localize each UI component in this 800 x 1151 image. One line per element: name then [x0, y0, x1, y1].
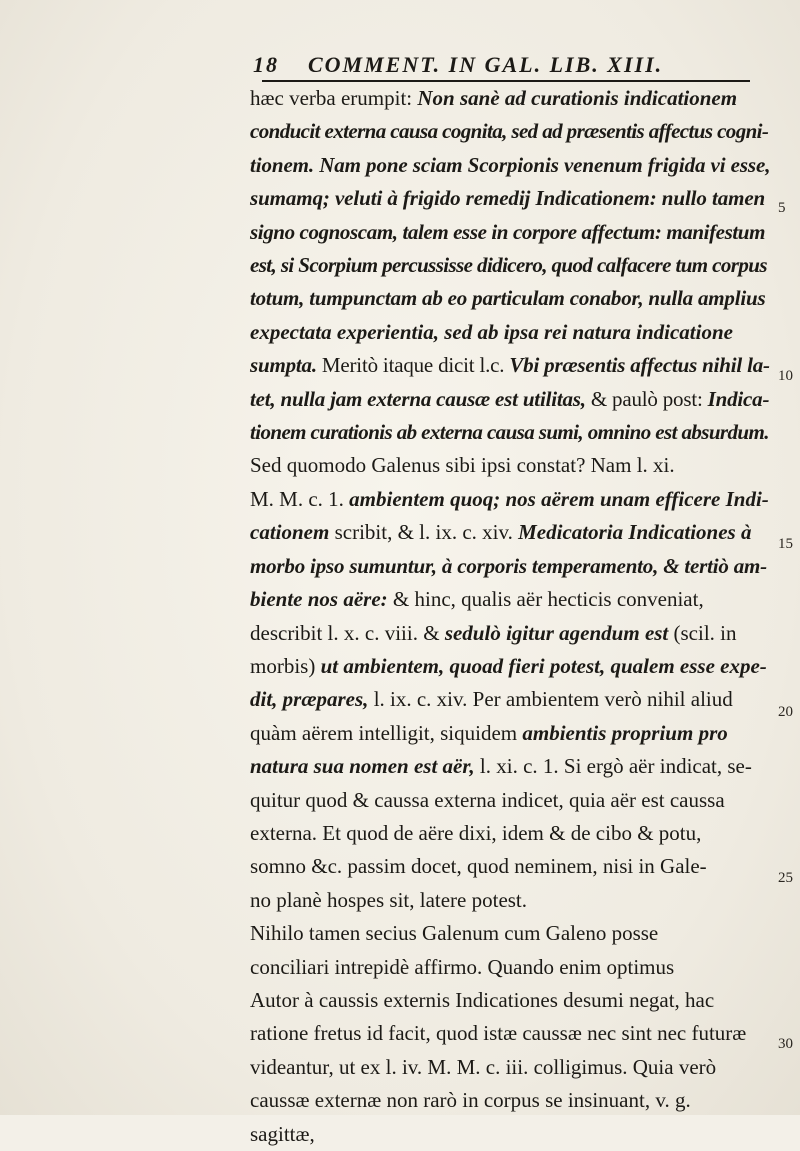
margin-line-number: 15	[778, 536, 793, 552]
body-text	[250, 82, 770, 1151]
text-run: sagittæ,	[250, 1121, 315, 1146]
text-line	[250, 1118, 770, 1151]
text-line	[250, 1017, 770, 1050]
text-line	[250, 282, 770, 315]
text-run: externa. Et quod de aëre dixi, idem & de cibo & potu,	[250, 820, 702, 845]
italic-run: Medicatoria Indicationes à	[518, 520, 752, 545]
text-run: Nihilo tamen secius Galenum cum Galeno posse	[250, 921, 659, 946]
text-run: (scil. in	[668, 620, 737, 645]
text-line	[250, 984, 770, 1017]
italic-run: tionem curationis ab externa causa sumi, omnino est absurdum.	[250, 420, 769, 445]
text-run: l. ix. c. xiv. Per ambientem verò nihil aliud	[368, 687, 733, 712]
text-run: videantur, ut ex l. iv. M. M. c. iii. colligimus. Quia verò	[250, 1054, 717, 1079]
italic-run: natura sua nomen est aër,	[250, 754, 475, 779]
text-line	[250, 82, 770, 115]
margin-line-number: 20	[778, 704, 793, 720]
text-run: ratione fretus id facit, quod istæ caussæ nec sint nec futuræ	[250, 1021, 747, 1046]
text-run: describit l. x. c. viii. &	[250, 620, 445, 645]
text-line	[250, 583, 770, 616]
text-line	[250, 216, 770, 249]
text-line	[250, 650, 770, 683]
text-run: Meritò itaque dicit l.c.	[316, 353, 510, 378]
text-line	[250, 951, 770, 984]
italic-run: cationem	[250, 520, 330, 545]
text-run: & paulò post:	[585, 386, 708, 411]
italic-run: ambientis proprium pro	[522, 720, 728, 745]
text-line	[250, 1084, 770, 1117]
text-line	[250, 850, 770, 883]
text-run: quitur quod & caussa externa indicet, quia aër est caussa	[250, 787, 725, 812]
text-line	[250, 349, 770, 382]
text-run: morbis)	[250, 653, 321, 678]
text-run: quàm aërem intelligit, siquidem	[250, 720, 523, 745]
italic-run: Vbi præsentis affectus nihil la-	[509, 353, 770, 378]
italic-run: ut ambientem, quoad fieri potest, qualem esse expe-	[320, 653, 767, 678]
text-run: l. xi. c. 1. Si ergò aër indicat, se-	[474, 754, 752, 779]
text-line	[250, 249, 770, 282]
italic-run: Indica-	[707, 386, 770, 411]
text-run: M. M. c. 1.	[250, 486, 350, 511]
text-line	[250, 817, 770, 850]
italic-run: sumamq; veluti à frigido remedij Indicationem: nullo tamen	[250, 186, 766, 211]
text-run: caussæ externæ non rarò in corpus se insinuant, v. g.	[250, 1088, 691, 1113]
italic-run: sumpta.	[250, 353, 317, 378]
text-run: no planè hospes sit, latere potest.	[250, 887, 528, 912]
text-line	[250, 449, 770, 482]
italic-run: signo cognoscam, talem esse in corpore affectum: manifestum	[250, 219, 765, 244]
text-run: & hinc, qualis aër hecticis conveniat,	[387, 587, 704, 612]
text-line	[250, 717, 770, 750]
text-run: conciliari intrepidè affirmo. Quando enim optimus	[250, 954, 675, 979]
italic-run: tet, nulla jam externa causæ est utilitas,	[250, 386, 586, 411]
margin-line-number: 30	[778, 1036, 793, 1052]
text-line	[250, 550, 770, 583]
text-line	[250, 683, 770, 716]
italic-run: tionem. Nam pone sciam Scorpionis venenum frigida vi esse,	[250, 152, 771, 177]
italic-run: est, si Scorpium percussisse didicero, quod calfacere tum corpus	[250, 253, 767, 278]
text-line	[250, 483, 770, 516]
italic-run: dit, præpares,	[250, 687, 369, 712]
text-line	[250, 383, 770, 416]
page-number: 18	[253, 52, 279, 77]
text-run: somno &c. passim docet, quod neminem, nisi in Gale-	[250, 854, 707, 879]
text-run: scribit, & l. ix. c. xiv.	[329, 520, 519, 545]
text-line	[250, 617, 770, 650]
text-line	[250, 149, 770, 182]
text-line	[250, 516, 770, 549]
italic-run: totum, tumpunctam ab eo particulam conabor, nulla amplius	[250, 286, 766, 311]
italic-run: biente nos aëre:	[250, 587, 388, 612]
text-run: Autor à caussis externis Indicationes desumi negat, hac	[250, 987, 715, 1012]
text-line	[250, 1051, 770, 1084]
text-line	[250, 115, 770, 148]
margin-line-number: 25	[778, 870, 793, 886]
text-line	[250, 182, 770, 215]
running-title: COMMENT. IN GAL. LIB. XIII.	[308, 52, 664, 77]
text-line	[250, 784, 770, 817]
italic-run: morbo ipso sumuntur, à corporis temperamento, & tertiò am-	[250, 553, 767, 578]
italic-run: sedulò igitur agendum est	[444, 620, 669, 645]
italic-run: Non sanè ad curationis indicationem	[417, 86, 738, 110]
margin-line-number: 5	[778, 200, 786, 216]
text-run: hæc verba erumpit:	[250, 86, 418, 110]
text-line	[250, 884, 770, 917]
text-line	[250, 416, 770, 449]
text-run: Sed quomodo Galenus sibi ipsi constat? Nam l. xi.	[250, 453, 675, 478]
text-line	[250, 750, 770, 783]
margin-line-number: 10	[778, 368, 793, 384]
italic-run: conducit externa causa cognita, sed ad præsentis affectus cogni-	[250, 119, 769, 144]
running-header	[253, 52, 693, 78]
text-line	[250, 917, 770, 950]
italic-run: expectata experientia, sed ab ipsa rei natura indicatione	[250, 319, 733, 344]
text-line	[250, 316, 770, 349]
italic-run: ambientem quoq; nos aërem unam efficere Indi-	[349, 486, 769, 511]
